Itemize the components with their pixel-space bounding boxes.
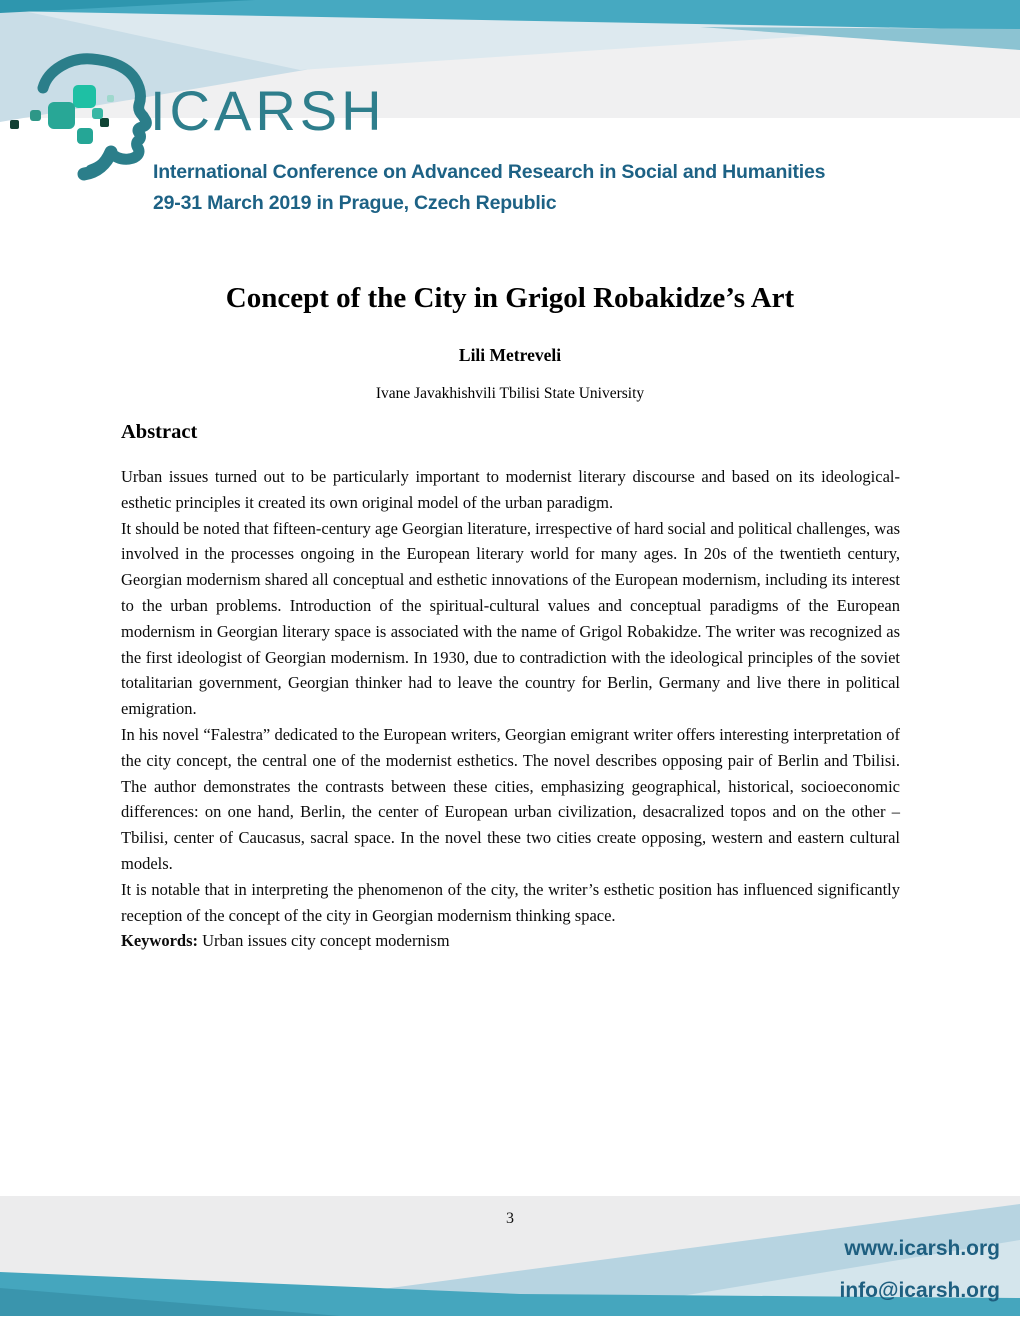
- abstract-body: [121, 464, 900, 954]
- page-number: 3: [506, 1210, 514, 1227]
- abstract-paragraph: Urban issues turned out to be particularly important to modernist literary discourse and based on its ideological-esthetic principles it created its own original model of the urban paradigm.: [121, 467, 900, 512]
- paper-title: Concept of the City in Grigol Robakidze’s Art: [225, 282, 795, 314]
- abstract-paragraph: In his novel “Falestra” dedicated to the European writers, Georgian emigrant writer offers interesting interpretation of the city concept, the central one of the modernist esthetics. The novel describes opposing pair of Berlin and Tbilisi. The author demonstrates the contrasts between these cities, emphasizing geographical, historical, socioeconomic differences: on one hand, Berlin, the center of European urban civilization, desacralized topos and on the other – Tbilisi, center of Caucasus, sacral space. In the novel these two cities create opposing, western and eastern cultural models.: [121, 724, 900, 873]
- abstract-heading: Abstract: [121, 421, 198, 443]
- keywords-label: Keywords:: [121, 931, 198, 951]
- conference-name: International Conference on Advanced Research in Social and Humanities: [153, 161, 826, 183]
- author-name: Lili Metreveli: [458, 345, 562, 365]
- keywords-line: [121, 928, 900, 954]
- conference-date-location: 29-31 March 2019 in Prague, Czech Republic: [153, 192, 557, 214]
- author-affiliation: Ivane Javakhishvili Tbilisi State University: [375, 385, 645, 402]
- abstract-paragraph: It is notable that in interpreting the phenomenon of the city, the writer’s esthetic position has influenced significantly reception of the concept of the city in Georgian modernism thinking space.: [121, 879, 900, 925]
- keywords-text: Urban issues city concept modernism: [198, 931, 450, 951]
- logo-wordmark: ICARSH: [150, 79, 386, 142]
- website-link[interactable]: www.icarsh.org: [844, 1237, 1000, 1260]
- email-link[interactable]: info@icarsh.org: [839, 1279, 1000, 1302]
- header-banner: [0, 0, 1020, 240]
- abstract-paragraph: It should be noted that fifteen-century age Georgian literature, irrespective of hard social and political challenges, was involved in the processes ongoing in the European literary world for many ages. In 20s of the twentieth century, Georgian modernism shared all conceptual and esthetic innovations of the European modernism, including its interest to the urban problems. Introduction of the spiritual-cultural values and conceptual paradigms of the European modernism in Georgian literary space is associated with the name of Grigol Robakidze. The writer was recognized as the first ideologist of Georgian modernism. In 1930, due to contradiction with the ideological principles of the soviet totalitarian government, Georgian thinker had to leave the country for Berlin, Germany and live there in political emigration.: [121, 518, 900, 719]
